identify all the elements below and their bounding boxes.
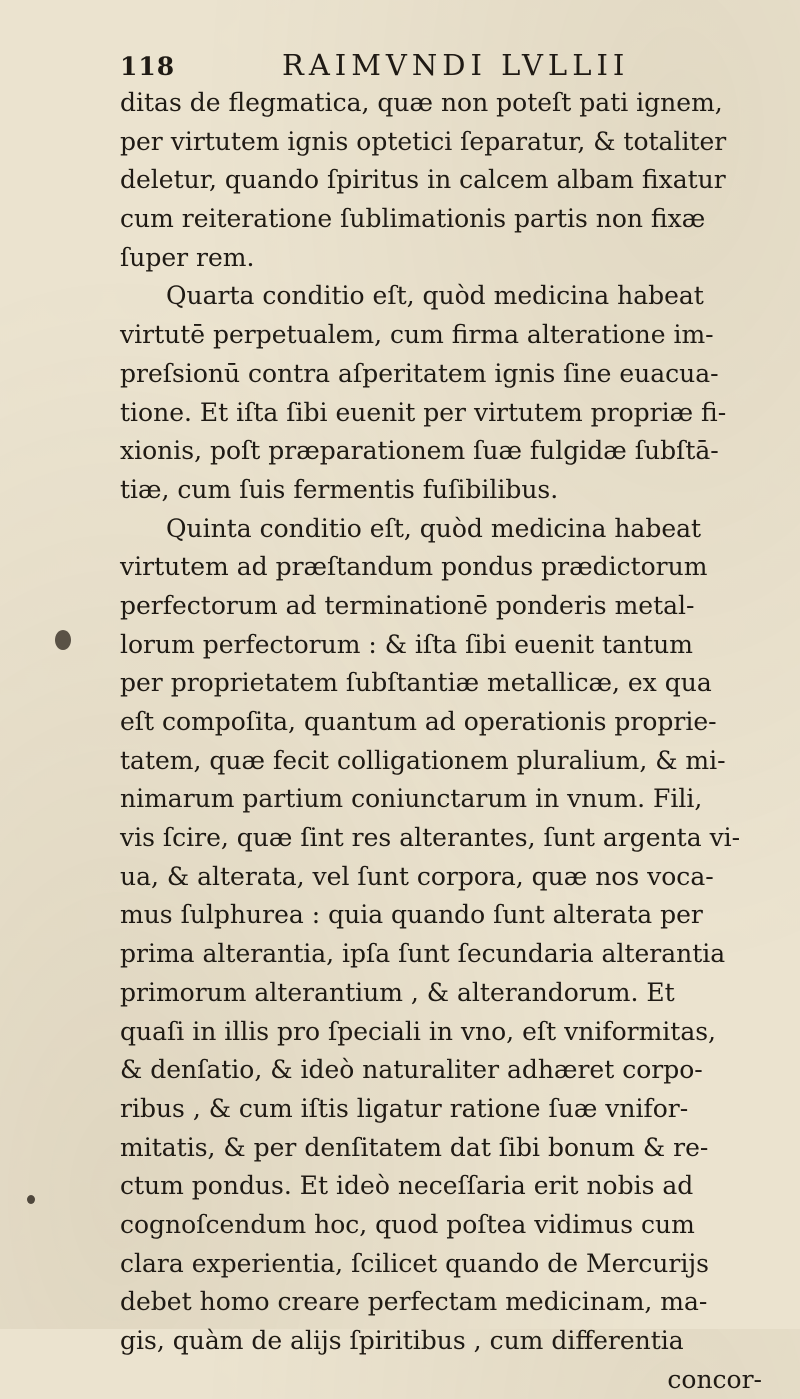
ink-dot [27, 1195, 35, 1204]
text-line: ua, & alterata, vel ſunt corpora, quæ nos voca- [120, 861, 714, 891]
text-line: nimarum partium coniunctarum in vnum. Fili, [120, 784, 703, 814]
text-line: lorum perfectorum : & iſta ſibi euenit tantum [120, 629, 693, 659]
catchword: concor- [667, 1364, 762, 1394]
text-line: vis ſcire, quæ ſint res alterantes, ſunt argenta vi- [120, 823, 741, 853]
text-line: quaſi in illis pro ſpeciali in vno, eſt vniformitas, [120, 1016, 717, 1046]
text-line: preſsionū contra aſperitatem ignis ſine euacua- [120, 358, 719, 388]
text-line: perfectorum ad terminationē ponderis metal- [120, 590, 695, 620]
text-line: & denſatio, & ideò naturaliter adhæret corpo- [120, 1055, 703, 1085]
text-line: cum reiteratione ſublimationis partis non fixæ [120, 204, 706, 234]
text-line: per proprietatem ſubſtantiæ metallicæ, ex qua [120, 668, 712, 698]
text-line: tatem, quæ fecit colligationem pluralium, & mi- [120, 745, 726, 775]
page-number: 118 [120, 52, 176, 81]
text-line: gis, quàm de alijs ſpiritibus , cum differentia [120, 1326, 684, 1355]
text-line: ſuper rem. [120, 242, 255, 272]
text-line: tione. Et iſta ſibi euenit per virtutem propriæ fi- [120, 397, 727, 427]
body-text [120, 84, 770, 1399]
text-line: ribus , & cum iſtis ligatur ratione ſuæ vnifor- [120, 1093, 689, 1123]
text-line: ctum pondus. Et ideò neceſſaria erit nobis ad [120, 1171, 694, 1201]
text-line: eſt compoſita, quantum ad operationis proprie- [120, 707, 717, 736]
text-line: per virtutem ignis optetici ſeparatur, & totaliter [120, 126, 727, 156]
paragraph-start-line: Quinta conditio eſt, quòd medicina habeat [166, 513, 702, 543]
running-title: RAIMVNDI LVLLII [282, 48, 630, 82]
text-line: primorum alterantium , & alterandorum. Et [120, 977, 675, 1007]
text-line: debet homo creare perfectam medicinam, ma- [120, 1287, 708, 1317]
ink-blot [55, 630, 71, 650]
text-line: clara experientia, ſcilicet quando de Mercurijs [120, 1248, 709, 1278]
text-line: virtutem ad præſtandum pondus prædictorum [120, 552, 708, 582]
text-line: xionis, poſt præparationem ſuæ fulgidæ ſubſtā- [120, 436, 719, 466]
text-line: cognoſcendum hoc, quod poſtea vidimus cum [120, 1209, 695, 1239]
text-line: deletur, quando ſpiritus in calcem albam fixatur [120, 165, 726, 195]
paragraph-start-line: Quarta conditio eſt, quòd medicina habeat [166, 281, 704, 311]
text-line: prima alterantia, ipſa ſunt ſecundaria alterantia [120, 939, 726, 969]
text-line: mitatis, & per denſitatem dat ſibi bonum & re- [120, 1132, 709, 1162]
text-line: mus ſulphurea : quia quando ſunt alterata per [120, 900, 703, 930]
text-line: virtutē perpetualem, cum firma alteratione im- [120, 320, 714, 350]
text-line: tiæ, cum ſuis fermentis fuſibilibus. [120, 474, 559, 504]
text-line: ditas de flegmatica, quæ non poteſt pati ignem, [120, 88, 723, 117]
